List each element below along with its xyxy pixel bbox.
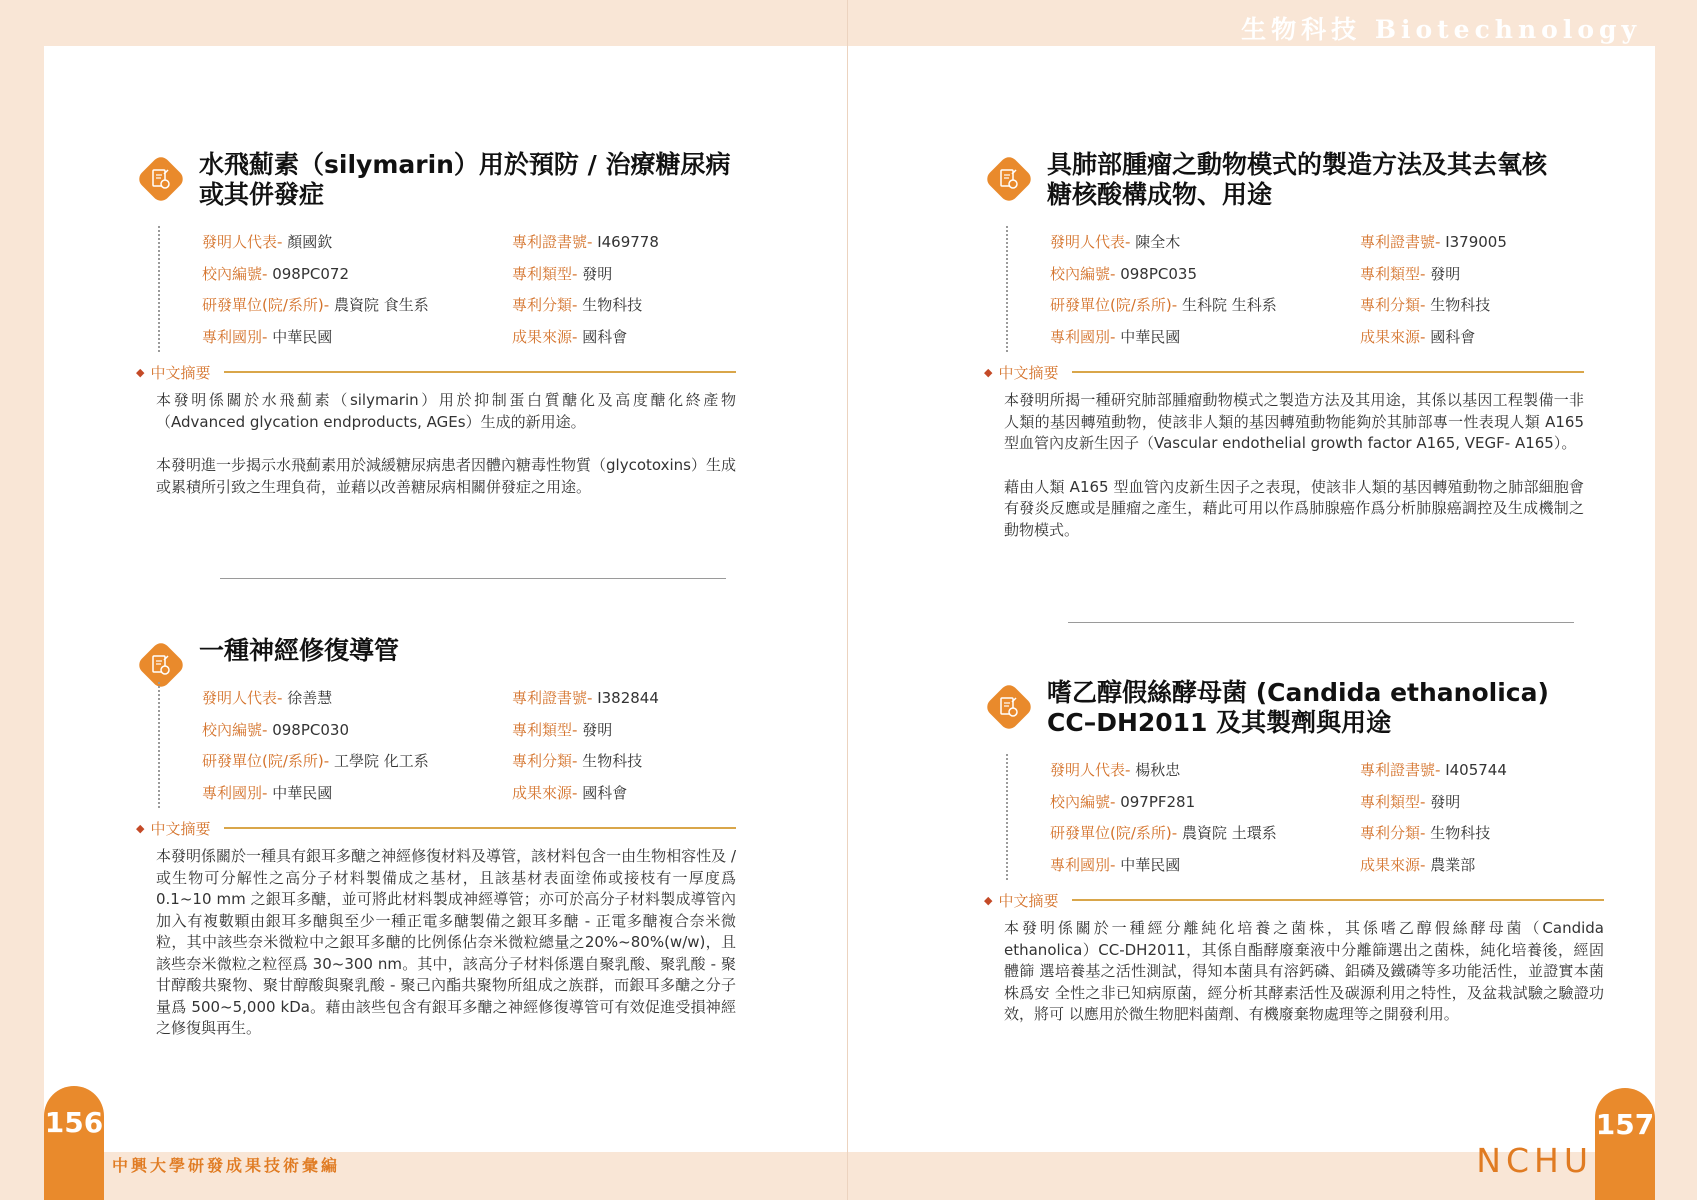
patent-meta: 發明人代表- 顏國欽 專利證書號- I469778 校內編號- 098PC072 專利類型- 發明 研發單位(院/系所)- 農資院 食生系 專利分類- 生物科技 專利國別- 中華民國 成果來源- 國科會 [158,226,736,352]
diamond-bullet-icon: ◆ [136,821,145,835]
patent-meta: 發明人代表- 楊秋忠 專利證書號- I405744 校內編號- 097PF281 專利類型- 發明 研發單位(院/系所)- 農資院 土環系 專利分類- 生物科技 專利國別- 中華民國 成果來源- 農業部 [1006,754,1604,880]
test-tube-document-icon [984,682,1034,732]
patent-entry [136,636,736,1040]
diamond-bullet-icon: ◆ [984,893,993,907]
abstract-text: 本發明所揭一種研究肺部腫瘤動物模式之製造方法及其用途，其係以基因工程製備一非人類的基因轉殖動物，使該非人類的基因轉殖動物能夠於其肺部專一性表現人類 A165 型血管內皮新生因子（Vascular endothelial growth factor A165, VEGF- A165）。 藉由人類 A165 型血管內皮新生因子之表現，使該非人類的基因轉殖動物之肺部細胞會有發炎反應或是腫瘤之產生，藉此可用以作爲肺腺癌作爲分析肺腺癌調控及生成機制之動物模式。 [1004,391,1584,539]
patent-entry [984,678,1604,1026]
abstract-text: 本發明係關於一種具有銀耳多醣之神經修復材料及導管，該材料包含一由生物相容性及 / 或生物可分解性之高分子材料製備成之基材，且該基材表面塗佈或接枝有一厚度爲 0.1~10 mm 之銀耳多醣，並可將此材料製成神經導管；亦可於高分子材料製成導管內加入有複數顆由銀耳多醣與至少一種正電多醣製備之銀耳多醣 - 正電多醣複合奈米微粒，其中該些奈米微粒中之銀耳多醣的比例係佔奈米微粒總量之20%~80%(w/w)，且該些奈米微粒之粒徑爲 30~300 nm。其中，該高分子材料係選自聚乳酸、聚乳酸 - 聚甘醇酸共聚物、聚甘醇酸與聚乳酸 - 聚己內酯共聚物所組成之族群，而銀耳多醣之分子量爲 500~5,000 kDa。藉由該些包含有銀耳多醣之神經修復導管可有效促進受損神經之修復與再生。 [156,847,736,1037]
diamond-bullet-icon: ◆ [136,365,145,379]
abstract-text: 本發明係關於水飛薊素（silymarin）用於抑制蛋白質醣化及高度醣化終產物（Advanced glycation endproducts, AGEs）生成的新用途。 本發明進一步揭示水飛薊素用於減緩糖尿病患者因體內糖毒性物質（glycotoxins）生成或累積所引致之生理負荷，並藉以改善糖尿病相關併發症之用途。 [156,391,736,496]
patent-title: 水飛薊素（silymarin）用於預防 / 治療糖尿病 或其併發症 [199,150,731,209]
patent-entry [984,150,1584,541]
entry-divider [220,578,726,579]
section-title: 生物科技 Biotechnology [1241,15,1641,44]
page-number-right: 157 [1595,1088,1655,1200]
test-tube-document-icon [136,154,186,204]
book-title-footer: 中興大學研發成果技術彙編 [112,1156,341,1175]
diamond-bullet-icon: ◆ [984,365,993,379]
entry-divider [1068,622,1574,623]
patent-title: 嗜乙醇假絲酵母菌 (Candida ethanolica) CC–DH2011 及其製劑與用途 [1047,678,1549,737]
page-number-left: 156 [44,1086,104,1200]
abstract-heading: ◆ 中文摘要 [136,816,736,840]
spine-fold [847,0,848,1200]
abstract-heading: ◆ 中文摘要 [984,888,1604,912]
abstract-heading: ◆ 中文摘要 [136,360,736,384]
patent-meta: 發明人代表- 徐善慧 專利證書號- I382844 校內編號- 098PC030 專利類型- 發明 研發單位(院/系所)- 工學院 化工系 專利分類- 生物科技 專利國別- 中華民國 成果來源- 國科會 [158,682,736,808]
patent-title: 一種神經修復導管 [199,636,400,665]
patent-entry [136,150,736,498]
abstract-heading: ◆ 中文摘要 [984,360,1584,384]
test-tube-document-icon [984,154,1034,204]
abstract-text: 本發明係關於一種經分離純化培養之菌株，其係嗜乙醇假絲酵母菌（Candida ethanolica）CC-DH2011，其係自酯酵廢棄液中分離篩選出之菌株，純化培養後，經固體篩 選培養基之活性測試，得知本菌具有溶鈣磷、鋁磷及鐵磷等多功能活性，並證實本菌株爲安 全性之非已知病原菌，經分析其酵素活性及碳源利用之特性，及盆栽試驗之驗證功效，將可 以應用於微生物肥料菌劑、有機廢棄物處理等之開發利用。 [1004,919,1604,1023]
nchu-logo-text: NCHU [1476,1141,1593,1180]
patent-meta: 發明人代表- 陳全木 專利證書號- I379005 校內編號- 098PC035 專利類型- 發明 研發單位(院/系所)- 生科院 生科系 專利分類- 生物科技 專利國別- 中華民國 成果來源- 國科會 [1006,226,1584,352]
patent-title: 具肺部腫瘤之動物模式的製造方法及其去氧核 糖核酸構成物、用途 [1047,150,1548,209]
